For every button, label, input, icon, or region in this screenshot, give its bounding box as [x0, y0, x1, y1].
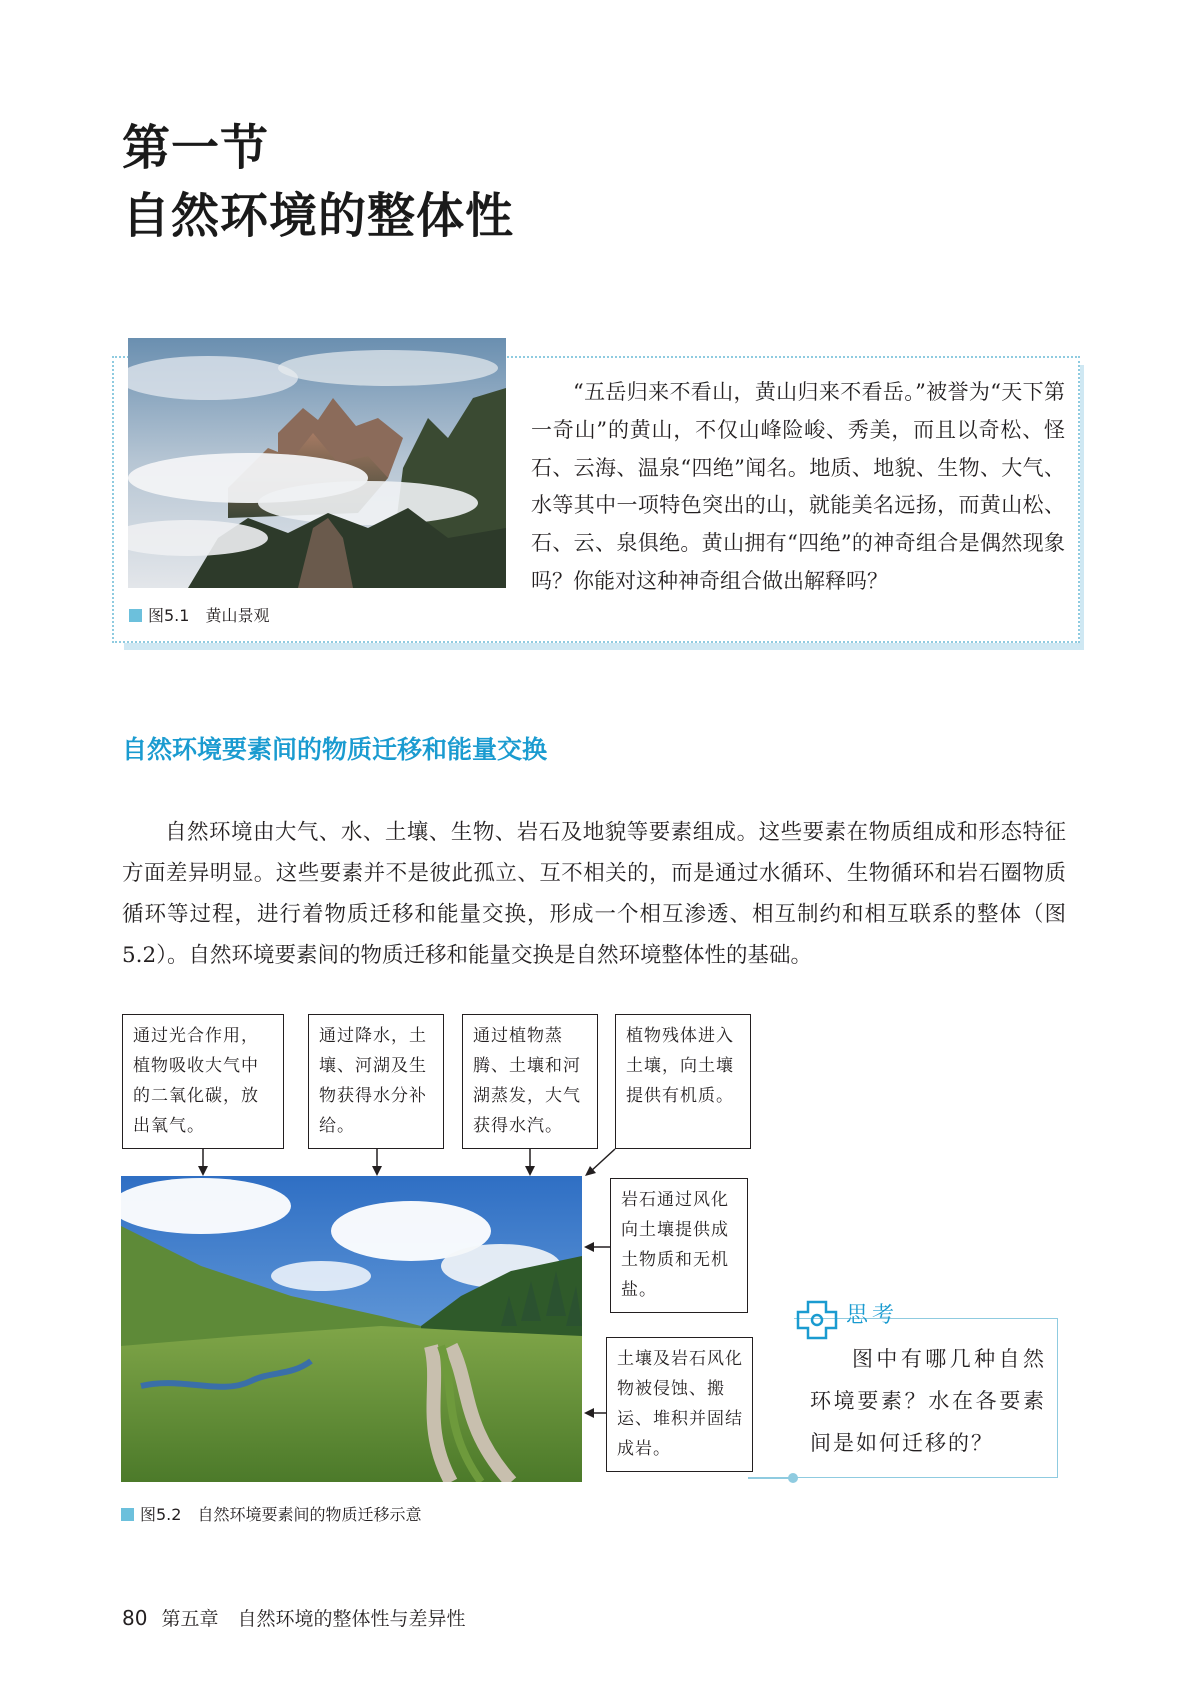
arrow-head-6 [584, 1408, 594, 1418]
intro-paragraph: “五岳归来不看山，黄山归来不看岳。”被誉为“天下第一奇山”的黄山，不仅山峰险峻、秀美，而且以奇松、怪石、云海、温泉“四绝”闻名。地质、地貌、生物、大气、水等其中一项特色突出的山，就能美名远扬，而黄山松、石、云、泉俱绝。黄山拥有“四绝”的神奇组合是偶然现象吗？你能对这种神奇组合做出解释吗？ [531, 380, 1065, 593]
arrow-head-1 [198, 1166, 208, 1176]
figure-5-2-caption: 图5.2 自然环境要素间的物质迁移示意 [121, 1502, 421, 1525]
section-title: 自然环境的整体性 [122, 188, 515, 244]
callout-rock-formation: 土壤及岩石风化物被侵蚀、搬运、堆积并固结成岩。 [606, 1337, 753, 1472]
think-title: 思考 [846, 1303, 899, 1328]
callout-photosynthesis: 通过光合作用，植物吸收大气中的二氧化碳，放出氧气。 [122, 1014, 284, 1149]
caption-marker [121, 1508, 134, 1521]
valley-photo-illustration [121, 1176, 582, 1482]
subheading: 自然环境要素间的物质迁移和能量交换 [122, 735, 548, 764]
page-number: 80 [122, 1606, 148, 1630]
section-number: 第一节 [122, 120, 270, 176]
figure-5-1-caption: 图5.1 黄山景观 [129, 603, 269, 626]
callout-evaporation: 通过植物蒸腾、土壤和河湖蒸发，大气获得水汽。 [462, 1014, 598, 1149]
body-paragraph: 自然环境由大气、水、土壤、生物、岩石及地貌等要素组成。这些要素在物质组成和形态特征方面差异明显。这些要素并不是彼此孤立、互不相关的，而是通过水循环、生物循环和岩石圈物质循环等过程，进行着物质迁移和能量交换，形成一个相互渗透、相互制约和相互联系的整体（图5.2）。自然环境要素间的物质迁移和能量交换是自然环境整体性的基础。 [122, 820, 1066, 968]
arrow-head-5 [584, 1242, 594, 1252]
callout-precipitation: 通过降水，土壤、河湖及生物获得水分补给。 [308, 1014, 444, 1149]
arrow-head-2 [372, 1166, 382, 1176]
chapter-title: 第五章 自然环境的整体性与差异性 [161, 1608, 466, 1630]
think-box-connector [748, 1477, 790, 1479]
page-footer [122, 1604, 465, 1631]
think-question: 图中有哪几种自然环境要素？水在各要素间是如何迁移的？ [810, 1347, 1046, 1455]
valley-photo [121, 1176, 582, 1482]
callout-weathering: 岩石通过风化向土壤提供成土物质和无机盐。 [610, 1178, 748, 1313]
callout-organic-matter: 植物残体进入土壤，向土壤提供有机质。 [615, 1014, 751, 1149]
arrow-head-3 [525, 1166, 535, 1176]
